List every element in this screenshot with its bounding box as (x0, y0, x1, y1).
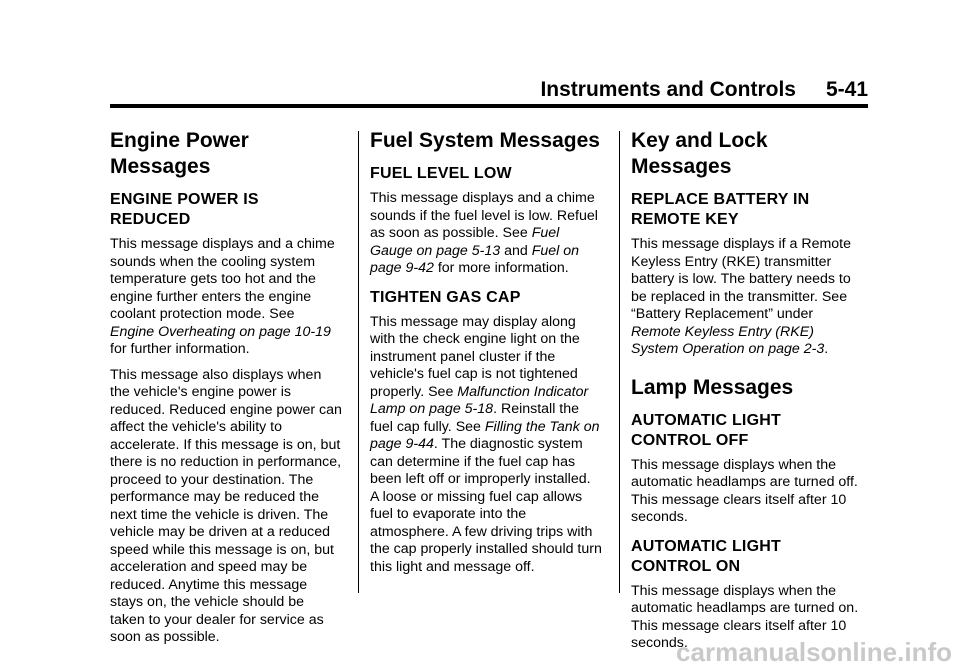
body-paragraph (370, 314, 602, 577)
header-rule (110, 104, 868, 108)
message-heading: TIGHTEN GAS CAP (370, 288, 521, 306)
paragraph-text: . (824, 341, 829, 357)
paragraph-text: This message displays and a chime sounds if the fuel level is low. Refuel as soon as possible. See (370, 190, 598, 241)
body-paragraph (110, 367, 342, 647)
section-heading: Key and Lock Messages (631, 129, 768, 178)
page-number: 5-41 (825, 78, 868, 101)
cross-reference: Fuel on page 9-42 (370, 242, 580, 276)
section-title: Instruments and Controls (540, 78, 796, 101)
body-paragraph (110, 236, 342, 359)
paragraph-text: This message displays when the automatic headlamps are turned off. This message clears itself after 10 seconds. (631, 456, 858, 525)
column-1 (110, 128, 342, 655)
message-heading: AUTOMATIC LIGHT CONTROL ON (631, 537, 781, 575)
watermark: carmanualsonline.info (676, 637, 952, 667)
body-paragraph (631, 236, 863, 359)
cross-reference: Fuel Gauge on page 5-13 (370, 225, 560, 259)
message-heading: ENGINE POWER IS REDUCED (110, 191, 259, 228)
paragraph-text: and (500, 242, 532, 259)
column-3 (631, 128, 863, 661)
paragraph-text: for further information. (110, 341, 250, 357)
paragraph-text: . The diagnostic system can determine if the fuel cap has been left off or improperly installed. A loose or missing fuel cap allows fuel to evaporate into the atmosphere. A few driving trips with the cap properly installed should turn this light and message off. (370, 436, 602, 575)
paragraph-text: . Reinstall the fuel cap fully. See (370, 401, 580, 435)
page-header (110, 78, 868, 102)
cross-reference: Remote Keyless Entry (RKE) System Operation on page 2-3 (631, 323, 825, 357)
paragraph-text: for more information. (433, 260, 569, 276)
section-heading: Fuel System Messages (370, 129, 600, 152)
cross-reference: Engine Overheating on page 10-19 (110, 323, 331, 340)
paragraph-text: This message also displays when the vehicle's engine power is reduced. Reduced engine power can affect the vehicle's ability to accelerate. If this message is on, but there is no reduction in performance, proceed to your destination. The performance may be reduced the next time the vehicle is driven. The vehicle may be driven at a reduced speed while this message is on, but acceleration and speed may be reduced. Anytime this message stays on, the vehicle should be taken to your dealer for service as soon as possible. (110, 366, 342, 645)
body-paragraph (631, 457, 863, 527)
column-2 (370, 128, 602, 584)
message-heading: AUTOMATIC LIGHT CONTROL OFF (631, 411, 781, 449)
message-heading: REPLACE BATTERY IN REMOTE KEY (631, 191, 810, 228)
cross-reference: Filling the Tank on page 9-44 (370, 418, 600, 452)
column-divider (619, 131, 620, 593)
paragraph-text: This message displays and a chime sounds when the cooling system temperature gets too hot and the engine further enters the engine coolant protection mode. See (110, 236, 335, 322)
section-heading: Lamp Messages (631, 375, 794, 399)
cross-reference: Malfunction Indicator Lamp on page 5-18 (370, 383, 589, 417)
column-divider (358, 131, 359, 593)
paragraph-text: This message displays when the automatic headlamps are turned on. This message clears itself after 10 seconds. (631, 582, 859, 651)
paragraph-text: This message displays if a Remote Keyless Entry (RKE) transmitter battery is low. The battery needs to be replaced in the transmitter. See “Battery Replacement” under (631, 236, 851, 322)
section-heading: Engine Power Messages (110, 129, 249, 178)
message-heading: FUEL LEVEL LOW (370, 165, 512, 182)
body-paragraph (370, 190, 602, 278)
paragraph-text: This message may display along with the check engine light on the instrument panel cluster if the vehicle's fuel cap is not tightened properly. See (370, 313, 580, 400)
